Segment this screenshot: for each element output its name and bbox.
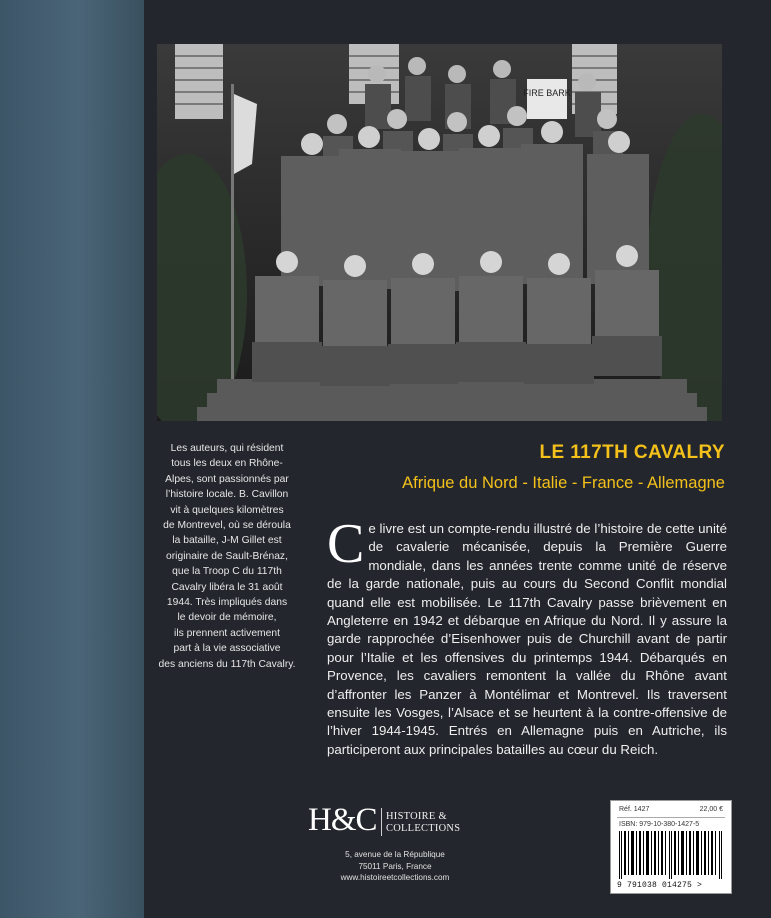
publisher-logo [300,800,490,850]
barcode-digits: 9 791038 014275 > [617,881,703,890]
bio-line: originaire de Sault-Brénaz, [166,550,288,562]
logo-divider [381,808,382,836]
barcode-divider [617,817,725,818]
bio-line: Cavalry libéra le 31 août [171,581,283,593]
publisher-name-line2: COLLECTIONS [386,823,461,834]
bio-line: que la Troop C du 117th [172,566,282,578]
bio-line: 1944. Très impliqués dans [166,597,288,609]
bio-line: des anciens du 117th Cavalry. [158,658,296,670]
sign-text: FIRE BARK [523,88,571,98]
isbn: ISBN: 979-10-380-1427-5 [619,821,700,828]
address-street: 5, avenue de la République [345,850,445,859]
soldiers-group-photo [157,44,722,421]
bio-line: part à la vie associative [173,643,281,655]
publisher-address [300,849,490,884]
drop-cap: C [327,513,365,575]
bio-line: Alpes, sont passionnés par [165,473,289,485]
bio-line: l’histoire locale. B. Cavillon [165,489,289,501]
summary-text: e livre est un compte-rendu illustré de l’histoire de cette unité de cavalerie mécanisée, depuis la Première Guerre mondiale, dans les années trente comme unité de réserve de la garde nationale, puis au cours du Second Conflit mondial quand elle est mobilisée. Le 117th Cavalry passe brièvement en Angleterre en 1942 et débarque en Afrique du Nord. Il y assure la garde rapprochée d’Eisenhower puis de Churchill avant de partir pour l’Italie et les offensives du printemps 1944. Débarqués en Provence, les cavaliers remontent la vallée du Rhône avant d’affronter les Panzer à Montélimar et Montrevel. Ils traversent ensuite les Vosges, l’Alsace et se heurtent à la contre-offensive de l’hiver 1944-1945. Entrés en Allemagne puis en Autriche, ils participeront aux principales batailles au cœur du Reich. [327,521,727,757]
bio-line: Les auteurs, qui résident [170,443,284,454]
hc-monogram: H&C [308,802,377,838]
book-title: LE 117TH CAVALRY [539,442,725,463]
bio-line: de Montrevel, où se déroula [163,520,291,532]
book-spine-edge [0,0,144,918]
cover-photo [157,44,722,421]
publisher-website: www.histoireetcollections.com [340,873,450,882]
book-summary [327,513,727,759]
bio-line: vit à quelques kilomètres [170,504,284,516]
bio-line: ils prennent activement [174,627,280,639]
price: 22,00 € [699,806,723,813]
book-subtitle: Afrique du Nord - Italie - France - Allemagne [402,474,725,492]
authors-bio [147,441,307,672]
publisher-name-line1: HISTOIRE & [386,811,447,822]
reference-number: Réf. 1427 [619,806,650,813]
bio-line: la bataille, J-M Gillet est [172,535,282,547]
bio-line: le devoir de mémoire, [177,612,277,624]
address-city: 75011 Paris, France [358,861,432,871]
barcode-bars [617,831,725,879]
barcode-label [610,800,732,894]
bio-line: tous les deux en Rhône- [171,458,283,470]
